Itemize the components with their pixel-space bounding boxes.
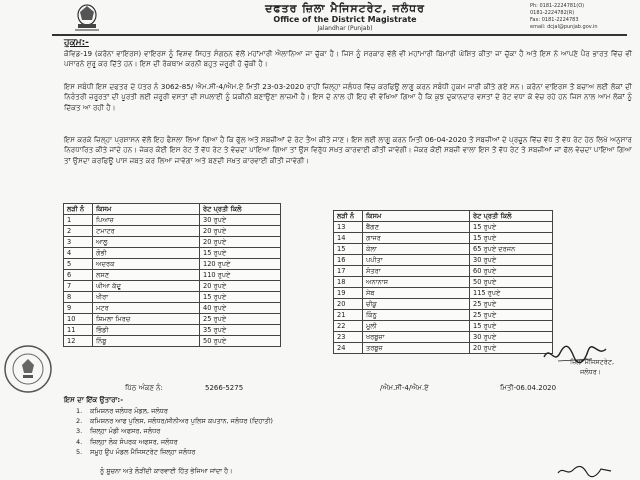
serial-cell: 3 [64,237,93,248]
serial-cell: 23 [334,332,363,343]
table-row [64,259,281,270]
serial-cell: 13 [334,222,363,233]
item-cell: ਖਰਬੂਜ਼ਾ [363,332,470,343]
signatory-city: ਜਲੰਧਰ। [580,368,602,376]
list-item [76,406,496,416]
rate-cell: 30 ਰੁਪਏ [200,215,281,226]
contact-line: Ph: 0181-2224781(O) [530,3,585,9]
item-cell: ਘੀਆ ਕੱਦੂ [93,281,200,292]
list-item-text: ਜ਼ਿਲ੍ਹਾ ਲੋਕ ਸੰਪਰਕ ਅਫਸਰ, ਜਲੰਧਰ [90,437,178,446]
initials-signature-icon [555,464,615,478]
list-item-number: 2. [76,417,83,426]
item-cell: ਅਨਾਨਾਸ [363,277,470,288]
office-city: Jalandhar (Punjab) [317,25,373,32]
copy-heading: ਇਸ ਦਾ ਇੱਕ ਉਤਾਰਾ:- [64,396,124,404]
item-cell: ਸ਼ਿਮਲਾ ਮਿਰਚ [93,314,200,325]
list-item-text: ਕਮਿਸ਼ਨਰ ਆਫ ਪੁਲਿਸ, ਜਲੰਧਰ/ਸੀਨੀਅਰ ਪੁਲਿਸ ਕਪਤਾਨ, ਜਲੰਧਰ (ਦਿਹਾਤੀ) [90,417,273,426]
table-row [64,325,281,336]
list-item [76,426,496,436]
table-row [334,244,553,255]
serial-cell: 9 [64,303,93,314]
list-item-number: 3. [76,427,83,436]
rate-cell: 35 ਰੁਪਏ [200,325,281,336]
list-item-text: ਕਮਿਸ਼ਨਰ ਜਲੰਧਰ ਮੰਡਲ, ਜਲੰਧਰ [90,407,168,415]
rate-cell: 20 ਰੁਪਏ [200,237,281,248]
table-row [334,299,553,310]
list-item-text: ਸਮੂਹ ਉਪ ਮੰਡਲ ਮੈਜਿਸਟਰੇਟ ਜ਼ਿਲ੍ਹਾ ਜਲੰਧਰ [90,447,196,456]
rate-cell: 60 ਰੁਪਏ [470,266,553,277]
rate-cell: 30 ਰੁਪਏ [470,332,553,343]
rate-cell: 25 ਰੁਪਏ [470,299,553,310]
item-cell: ਕੇਲਾ [363,244,470,255]
serial-cell: 1 [64,215,93,226]
table-row [64,215,281,226]
serial-cell: 5 [64,259,93,270]
item-cell: ਭਿੰਡੀ [93,325,200,336]
list-item-text: ਜ਼ਿਲ੍ਹਾ ਮੰਡੀ ਅਫਸਰ, ਜਲੰਧਰ [90,427,161,436]
item-cell: ਮੂਲੀ [363,321,470,332]
item-cell: ਤਰਬੂਜ਼ [363,343,470,354]
item-cell: ਗਾਜਰ [363,233,470,244]
table-row [64,226,281,237]
rates-table-right [333,210,553,354]
serial-cell: 8 [64,292,93,303]
rate-cell: 15 ਰੁਪਏ [470,233,553,244]
rate-cell: 25 ਰੁਪਏ [470,310,553,321]
item-cell: ਲਸਣ [93,270,200,281]
rate-cell: 65 ਰੁਪਏ ਦਰਜਨ [470,244,553,255]
table-row [334,266,553,277]
item-cell: ਸੰਤਰਾ [363,266,470,277]
rate-cell: 30 ਰੁਪਏ [470,255,553,266]
endorsement-date: ਮਿਤੀ-06.04.2020 [500,384,557,392]
list-item-number: 5. [76,447,83,456]
list-item-number: 1. [76,407,83,415]
table-row [334,233,553,244]
serial-cell: 22 [334,321,363,332]
contact-block [530,3,634,31]
rate-cell: 120 ਰੁਪਏ [200,259,281,270]
serial-cell: 15 [334,244,363,255]
item-cell: ਨਿੰਬੂ [93,336,200,347]
item-cell: ਪਪੀਤਾ [363,255,470,266]
endorsement-label: ਪਿੱਠ ਅੰਕਣ ਨੰ: [125,384,163,392]
serial-cell: 4 [64,248,93,259]
list-item [76,437,496,447]
rate-cell: 15 ਰੁਪਏ [470,321,553,332]
contact-line: 0181-2224782(R) [530,10,575,16]
item-cell: ਮਟਰ [93,303,200,314]
table-row [64,292,281,303]
office-title-punjabi: ਦਫਤਰ ਜ਼ਿਲਾ ਮੈਜਿਸਟਰੇਟ, ਜਲੰਧਰ [265,2,425,15]
table-row [334,277,553,288]
table-row [334,321,553,332]
rate-cell: 20 ਰੁਪਏ [470,343,553,354]
serial-cell: 6 [64,270,93,281]
header-rule [52,34,627,36]
official-seal-icon [2,343,54,395]
endorsement-number: 5266-5275 [205,384,244,392]
list-item-number: 4. [76,437,83,446]
serial-cell: 21 [334,310,363,321]
item-cell: ਸੇਬ [363,288,470,299]
serial-cell: 7 [64,281,93,292]
contact-line: email: dcjal@punjab.gov.in [530,24,598,30]
serial-cell: 12 [64,336,93,347]
signatory-title: ਜ਼ਿਲਾ ਮੈਜਿਸਟਰੇਟ, [570,358,615,366]
col-header-item: ਕਿਸਮ [93,204,200,215]
rate-cell: 115 ਰੁਪਏ [470,288,553,299]
table-row [334,255,553,266]
rate-cell: 20 ਰੁਪਏ [200,281,281,292]
table-row [64,303,281,314]
table-row [334,288,553,299]
paragraph-2: ਇਸ ਸਬੰਧੀ ਇਸ ਦਫਤਰ ਦੇ ਪੱਤਰ ਨੰ 3062-85/ ਐਮ.ਸੀ-4/ਐਮ.ਏ ਮਿਤੀ 23-03-2020 ਰਾਹੀਂ ਜ਼ਿਲ੍ਹਾ ਜਲੰਧਰ ਵਿੱਚ ਕਰਫਿਊ ਲਾਗੂ ਕਰਨ ਸਬੰਧੀ ਹੁਕਮ ਜਾਰੀ ਕੀਤੇ ਗਏ ਸਨ। ਕਰੋਨਾ ਵਾਇਰਸ ਤੋਂ ਬਚਾਅ ਲਈ ਲੋਕਾਂ ਦੀ ਨਿਰੰਤਰੀ ਜ਼ਰੂਰਤਾਂ ਦੀ ਪੂਰਤੀ ਲਈ ਜ਼ਰੂਰੀ ਵਸਤਾਂ ਦੀ ਸਪਲਾਈ ਨੂੰ ਯਕੀਨੀ ਬਣਾਉਣਾ ਲਾਜ਼ਮੀ ਹੈ। ਇਸ ਦੇ ਨਾਲ ਹੀ ਇਹ ਵੀ ਵੇਖਿਆ ਗਿਆ ਹੈ ਕਿ ਕੁਝ ਦੁਕਾਨਦਾਰ ਵਸਤਾਂ ਦੇ ਰੇਟ ਵਧਾ ਕੇ ਵੇਚ ਰਹੇ ਹਨ ਜਿਸ ਨਾਲ ਆਮ ਲੋਕਾਂ ਨੂੰ ਦਿੱਕਤ ਆ ਰਹੀ ਹੈ। [64,82,632,112]
table-row [64,336,281,347]
table-row [64,248,281,259]
serial-cell: 14 [334,233,363,244]
col-header-rate: ਰੇਟ ਪ੍ਰਤੀ ਕਿਲੋ [200,204,281,215]
serial-cell: 20 [334,299,363,310]
serial-cell: 19 [334,288,363,299]
rate-cell: 25 ਰੁਪਏ [200,314,281,325]
rate-cell: 15 ਰੁਪਏ [470,222,553,233]
serial-cell: 17 [334,266,363,277]
table-row [334,222,553,233]
item-cell: ਕਿੰਨੂ [363,310,470,321]
col-header-item: ਕਿਸਮ [363,211,470,222]
table-row [64,281,281,292]
item-cell: ਗੋਭੀ [93,248,200,259]
serial-cell: 10 [64,314,93,325]
endorsement-reference: /ਐਮ.ਸੀ-4/ਐਮ.ਏ [380,384,429,392]
serial-cell: 11 [64,325,93,336]
table-row [64,237,281,248]
serial-cell: 16 [334,255,363,266]
paragraph-3: ਇਸ ਕਰਕੇ ਜ਼ਿਲ੍ਹਾ ਪ੍ਰਸ਼ਾਸਨ ਵੱਲੋਂ ਇਹ ਫੈਸਲਾ ਲਿਆ ਗਿਆ ਹੈ ਕਿ ਫੁੱਲ ਅਤੇ ਸਬਜ਼ੀਆਂ ਦੇ ਰੇਟ ਤੈਅ ਕੀਤੇ ਜਾਣ। ਇਸ ਲਈ ਲਾਗੂ ਕਰਨ ਮਿਤੀ 06-04-2020 ਤੋਂ ਸਬਜ਼ੀਆਂ ਦੇ ਪ੍ਰਚੂਨ ਵਿੱਚ ਵੱਧ ਤੋਂ ਵੱਧ ਰੇਟ ਹੇਠ ਲਿਖੇ ਅਨੁਸਾਰ ਨਿਰਧਾਰਿਤ ਕੀਤੇ ਜਾਂਦੇ ਹਨ। ਜੇਕਰ ਕੋਈ ਇਸ ਰੇਟ ਤੋਂ ਵੱਧ ਰੇਟ ਤੇ ਵੇਚਦਾ ਪਾਇਆ ਗਿਆ ਤਾਂ ਉਸ ਵਿਰੁੱਧ ਸਖ਼ਤ ਕਾਰਵਾਈ ਕੀਤੀ ਜਾਵੇਗੀ। ਜੇਕਰ ਕੋਈ ਸਬਜ਼ੀ ਵਾਲਾ ਇਸ ਤੋਂ ਵੱਧ ਰੇਟ ਤੇ ਸਬਜ਼ੀਆਂ ਜਾਂ ਫੱਲ ਵੇਚਦਾ ਪਾਇਆ ਗਿਆ ਤਾਂ ਉਸਦਾ ਕਰਫਿਊ ਪਾਸ ਜ਼ਬਤ ਕਰ ਲਿਆ ਜਾਵੇਗਾ ਅਤੇ ਬਣਦੀ ਸਖ਼ਤ ਕਾਰਵਾਈ ਕੀਤੀ ਜਾਵੇਗੀ। [64,135,632,165]
item-cell: ਪਿਆਜ਼ [93,215,200,226]
col-header-rate: ਰੇਟ ਪ੍ਰਤੀ ਕਿਲੋ [470,211,553,222]
rate-cell: 15 ਰੁਪਏ [200,248,281,259]
rate-cell: 20 ਰੁਪਏ [200,226,281,237]
item-cell: ਖੀਰਾ [93,292,200,303]
contact-line: Fax: 0181-2224783 [530,17,579,23]
list-item [76,447,496,457]
table-row [64,314,281,325]
col-header-serial: ਲੜੀ ਨੰ [334,211,363,222]
copy-recipients-list [76,406,496,457]
office-title-english: Office of the District Magistrate [273,15,417,24]
rates-table-left [63,203,281,347]
rate-cell: 110 ਰੁਪਏ [200,270,281,281]
order-heading: ਹੁਕਮ:- [64,38,89,48]
rate-cell: 15 ਰੁਪਏ [200,292,281,303]
item-cell: ਬੈਂਗਣ [363,222,470,233]
serial-cell: 24 [334,343,363,354]
rate-cell: 50 ਰੁਪਏ [470,277,553,288]
list-item [76,416,496,426]
state-emblem-icon [70,2,104,32]
table-row [64,270,281,281]
serial-cell: 18 [334,277,363,288]
copy-footer: ਨੂੰ ਸੂਚਨਾ ਅਤੇ ਲੋੜੀਂਦੀ ਕਾਰਵਾਈ ਹਿੱਤ ਭੇਜਿਆ ਜਾਂਦਾ ਹੈ। [100,467,233,475]
rate-cell: 40 ਰੁਪਏ [200,303,281,314]
serial-cell: 2 [64,226,93,237]
table-row [334,343,553,354]
item-cell: ਟਮਾਟਰ [93,226,200,237]
rate-cell: 50 ਰੁਪਏ [200,336,281,347]
item-cell: ਅਦਰਕ [93,259,200,270]
item-cell: ਚੀਕੂ [363,299,470,310]
table-row [334,332,553,343]
col-header-serial: ਲੜੀ ਨੰ [64,204,93,215]
paragraph-1: ਕੋਵਿਡ-19 (ਕਰੋਨਾ ਵਾਇਰਸ) ਵਾਇਰਸ ਨੂੰ ਵਿਸ਼ਵ ਸਿਹਤ ਸੰਗਠਨ ਵੱਲੋਂ ਮਹਾਂਮਾਰੀ ਐਲਾਨਿਆ ਜਾ ਚੁੱਕਾ ਹੈ। ਜਿਸ ਨੂੰ ਸਰਕਾਰ ਵੱਲੋਂ ਵੀ ਮਹਾਂਮਾਰੀ ਬਿਮਾਰੀ ਘੋਸ਼ਿਤ ਕੀਤਾ ਜਾ ਚੁੱਕਾ ਹੈ ਅਤੇ ਇਸ ਨੇ ਆਪਣੇ ਪੈਰ ਭਾਰਤ ਵਿੱਚ ਵੀ ਪਸਾਰਨੇ ਸ਼ੁਰੂ ਕਰ ਦਿੱਤੇ ਹਨ। ਇਸ ਦੀ ਰੋਕਥਾਮ ਕਰਨੀ ਬਹੁਤ ਜ਼ਰੂਰੀ ਹੋ ਚੁੱਕੀ ਹੈ। [64,49,632,69]
item-cell: ਆਲੂ [93,237,200,248]
table-row [334,310,553,321]
